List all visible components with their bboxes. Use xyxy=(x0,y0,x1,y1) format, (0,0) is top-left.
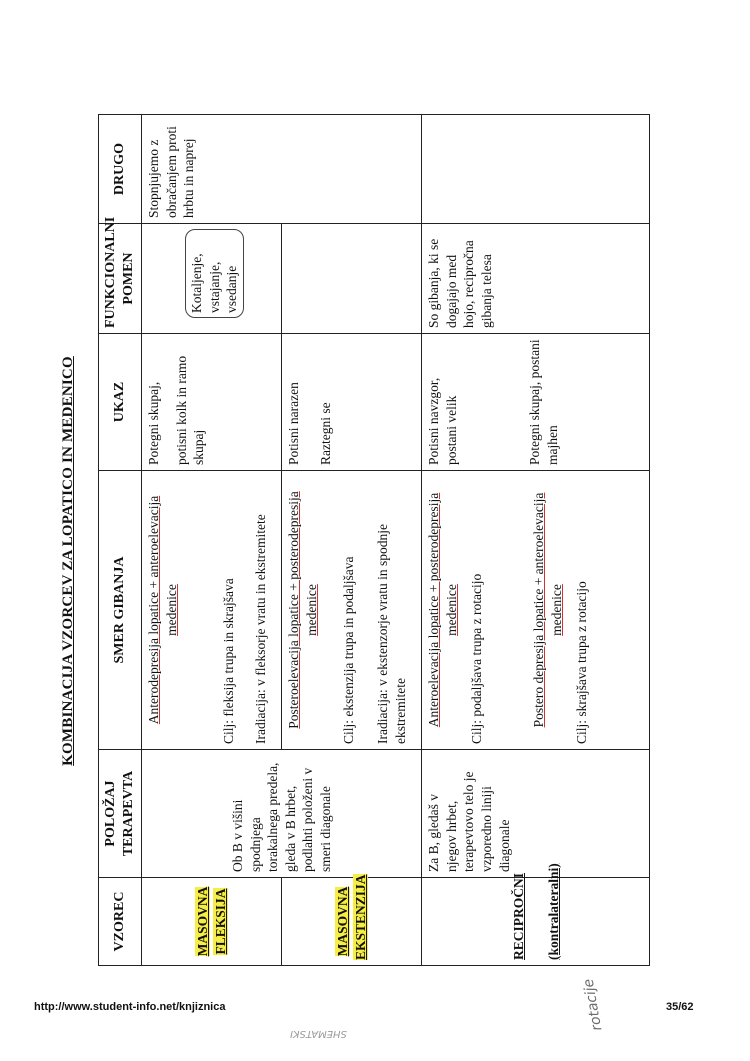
header-drugo: DRUGO xyxy=(99,115,142,224)
ukaz-fleksija-b: potisni kolk in ramo skupaj xyxy=(173,355,207,465)
cell-ukaz-reciprocni xyxy=(422,334,650,471)
page-title: KOMBINACIJA VZORCEV ZA LOPATICO IN MEDENICO xyxy=(60,356,76,766)
handwritten-rotacije: rotacije xyxy=(580,977,606,1032)
cell-drugo-reciprocni xyxy=(422,115,650,224)
smer-ekstenzija-a: Posteroelevacija lopatice + posterodepresija medenice xyxy=(286,491,319,729)
vzorec-reciprocni-l1: RECIPROČNI xyxy=(510,872,526,960)
cell-smer-fleksija xyxy=(142,471,282,750)
ukaz-fleksija-a: Potegni skupaj, xyxy=(146,381,162,465)
row-reciprocni xyxy=(422,115,650,966)
cell-vzorec-fleksija xyxy=(142,878,282,966)
cell-funkc-reciprocni xyxy=(422,224,650,334)
footer-url: http://www.student-info.net/knjiznica xyxy=(34,1001,226,1013)
ukaz-ekstenzija-b: Raztegni se xyxy=(317,402,333,465)
drugo-text: Stopnjujemo z obračanjem proti hrbtu in naprej xyxy=(146,126,197,218)
smer-ekstenzija-c: Iradiacija: v ekstenzorje vratu in spodnje ekstremitete xyxy=(375,523,408,744)
vzorec-ekstenzija-l2: EKSTENZIJA xyxy=(352,874,368,960)
cell-vzorec-reciprocni xyxy=(422,863,650,966)
header-ukaz: UKAZ xyxy=(99,334,142,471)
vzorec-fleksija-l2: FLEKSIJA xyxy=(212,888,228,955)
cell-ukaz-fleksija xyxy=(142,334,282,471)
cell-smer-reciprocni xyxy=(422,471,650,750)
footer-page-number: 35/62 xyxy=(666,1001,694,1013)
vzorec-ekstenzija-l1: MASOVNA xyxy=(335,886,351,957)
header-funkcionalni: FUNKCIONALNI POMEN xyxy=(99,224,142,334)
smer-reciprocni-a: Anteroelevacija lopatice + posterodepresija medenice xyxy=(426,492,459,728)
ukaz-reciprocni-b: Potegni skupaj, postani majhen xyxy=(527,339,561,465)
cell-polozaj-top xyxy=(142,750,422,878)
vzorec-fleksija-l1: MASOVNA xyxy=(195,886,211,957)
smer-ekstenzija-b: Cilj: ekstenzija trupa in podaljšava xyxy=(341,556,357,744)
vzorec-reciprocni-l2: (kontralateralni) xyxy=(545,863,561,960)
smer-fleksija-a: Anterodepresija lopatice + anteroelevacija medenice xyxy=(146,495,179,725)
smer-reciprocni-d: Cilj: skrajšava trupa z rotacijo xyxy=(574,581,590,744)
cell-funkc-fleksija xyxy=(142,224,282,334)
header-polozaj: POLOŽAJ TERAPEVTA xyxy=(99,750,142,878)
ukaz-reciprocni-a: Potisni navzgor, postani velik xyxy=(426,377,459,465)
header-smer: SMER GIBANJA xyxy=(99,471,142,750)
pattern-table xyxy=(98,114,650,966)
polozaj-reciprocni-text: Za B, gledaš v njegov hrbet, terapevtovo telo je vzporedno liniji diagonale xyxy=(426,771,512,872)
cell-drugo-top xyxy=(142,115,422,224)
header-vzorec: VZOREC xyxy=(99,878,142,966)
polozaj-top-text: Ob B v višini spodnjega torakalnega predela, gleda v B hrbet, podlahti položeni v smeri diagonale xyxy=(230,762,333,872)
cell-polozaj-reciprocni xyxy=(422,750,650,878)
ukaz-ekstenzija-a: Potisni narazen xyxy=(286,382,302,465)
funkc-fleksija-box: Kotaljenje, vstajanje, vsedanje xyxy=(185,229,244,318)
smer-fleksija-b: Cilj: fleksija trupa in skrajšava xyxy=(221,578,237,744)
smer-fleksija-c: Iradiacija: v fleksorje vratu in ekstremitete xyxy=(253,514,269,744)
row-fleksija xyxy=(142,115,282,966)
cell-funkc-ekstenzija xyxy=(282,224,422,334)
cell-smer-ekstenzija xyxy=(282,471,422,750)
header-row xyxy=(99,115,142,966)
smer-reciprocni-b: Cilj: podaljšava trupa z rotacijo xyxy=(469,573,485,744)
cell-vzorec-ekstenzija xyxy=(282,874,422,966)
handwritten-shematski: SHEMATSKI xyxy=(290,1028,347,1039)
smer-reciprocni-c: Postero depresija lopatice + anteroelevacija medenice xyxy=(531,492,564,728)
funkc-reciprocni-text: So gibanja, ki se dogajajo med hojo, recipročna gibanja telesa xyxy=(426,238,495,328)
cell-ukaz-ekstenzija xyxy=(282,334,422,471)
